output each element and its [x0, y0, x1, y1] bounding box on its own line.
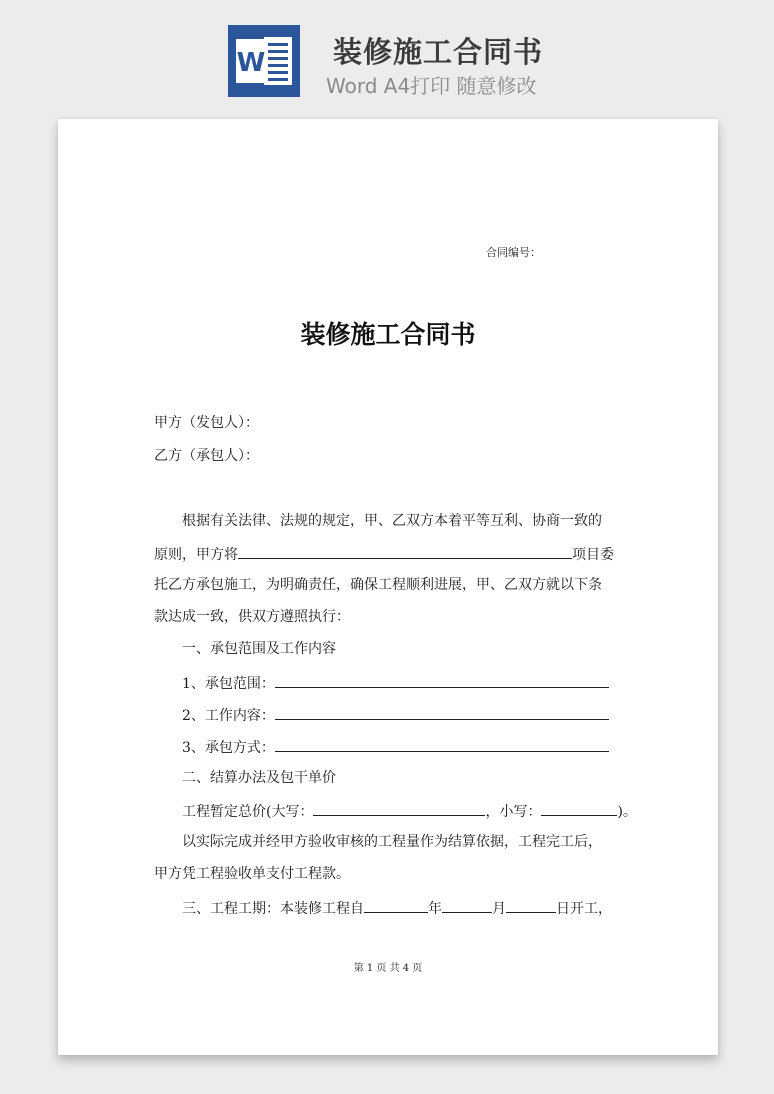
start-day-blank[interactable]	[506, 896, 556, 913]
paragraph-1-line-1: 根据有关法律、法规的规定，甲、乙双方本着平等互利、协商一致的	[182, 513, 602, 529]
total-price-row: 工程暂定总价(大写： ，小写： )。	[182, 799, 637, 821]
paragraph-1-line-4: 款达成一致，供双方遵照执行：	[154, 609, 350, 625]
party-a-label: 甲方（发包人）：	[154, 415, 259, 431]
header-title: 装修施工合同书	[333, 35, 544, 69]
paragraph-1-line-3: 托乙方承包施工，为明确责任，确保工程顺利进展，甲、乙双方就以下条	[154, 577, 602, 593]
header-subtitle: Word A4打印 随意修改	[326, 74, 537, 98]
price-numeric-blank[interactable]	[541, 799, 617, 816]
settlement-line-2: 甲方凭工程验收单支付工程款。	[154, 866, 350, 882]
price-uppercase-blank[interactable]	[313, 799, 485, 816]
preview-header	[0, 0, 774, 118]
work-content-row: 2、工作内容：	[182, 703, 609, 725]
project-name-blank[interactable]	[238, 542, 572, 559]
section-2-heading: 二、结算办法及包干单价	[182, 770, 336, 786]
document-title: 装修施工合同书	[300, 320, 476, 349]
section-1-heading: 一、承包范围及工作内容	[182, 641, 336, 657]
settlement-line-1: 以实际完成并经甲方验收审核的工程量作为结算依据，工程完工后，	[182, 834, 602, 850]
contract-number-label: 合同编号：	[486, 246, 541, 259]
work-content-blank[interactable]	[275, 703, 609, 720]
paragraph-1-line-2: 原则，甲方将 项目委	[154, 542, 614, 564]
start-year-blank[interactable]	[364, 896, 428, 913]
contract-method-row: 3、承包方式：	[182, 735, 609, 757]
contract-method-blank[interactable]	[275, 735, 609, 752]
word-icon	[228, 25, 300, 97]
svg-text:W: W	[236, 48, 266, 78]
scope-blank[interactable]	[275, 671, 609, 688]
document-page	[58, 119, 718, 1055]
page-footer: 第 1 页 共 4 页	[353, 963, 423, 974]
start-month-blank[interactable]	[442, 896, 492, 913]
section-3-duration: 三、工程工期：本装修工程自 年 月 日开工，	[182, 896, 612, 918]
party-b-label: 乙方（承包人）：	[154, 448, 259, 464]
scope-row: 1、承包范围：	[182, 671, 609, 693]
